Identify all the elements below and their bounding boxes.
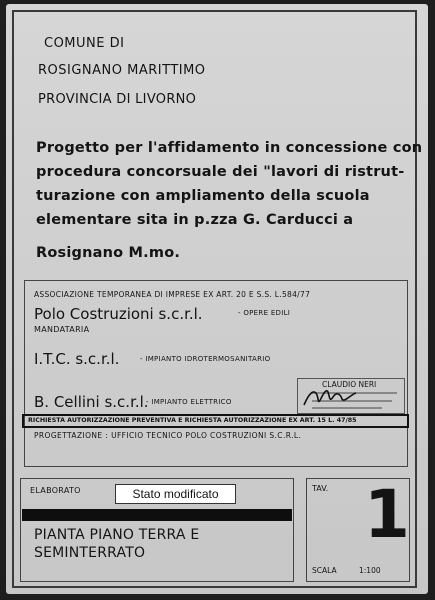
municipality-name: ROSIGNANO MARITTIMO xyxy=(38,63,206,78)
company-role: - IMPIANTO IDROTERMOSANITARIO xyxy=(140,355,271,363)
project-line-1: Progetto per l'affidamento in concessione con xyxy=(36,140,423,156)
company-role: - IMPIANTO ELETTRICO xyxy=(146,398,232,406)
project-line-5: Rosignano M.mo. xyxy=(36,245,181,261)
comune-label: COMUNE DI xyxy=(44,36,125,51)
company-role: - OPERE EDILI xyxy=(238,309,291,317)
project-line-3: turazione con ampliamento della scuola xyxy=(36,188,370,204)
company-name: Polo Costruzioni s.c.r.l. xyxy=(34,305,203,323)
drawing-title-line-1: PIANTA PIANO TERRA E xyxy=(34,527,200,543)
association-heading: ASSOCIAZIONE TEMPORANEA DI IMPRESE EX ART. 20 E S.S. L.584/77 xyxy=(34,290,311,299)
signature-icon xyxy=(300,383,360,413)
black-divider-bar xyxy=(22,509,292,521)
scala-value: 1:100 xyxy=(359,566,381,575)
project-line-4: elementare sita in p.zza G. Carducci a xyxy=(36,212,354,228)
scala-label: SCALA xyxy=(312,566,337,575)
status-label: Stato modificato xyxy=(115,484,236,504)
company-name: I.T.C. s.c.r.l. xyxy=(34,350,120,368)
progettazione-line: PROGETTAZIONE : UFFICIO TECNICO POLO COSTRUZIONI S.C.R.L. xyxy=(34,431,302,440)
sheet-number: 1 xyxy=(364,476,410,553)
authorization-note: RICHIESTA AUTORIZZAZIONE PREVENTIVA E RICHIESTA AUTORIZZAZIONE EX ART. 15 L. 47/85 xyxy=(22,414,409,428)
drawing-title-line-2: SEMINTERRATO xyxy=(34,545,146,561)
elaborato-label: ELABORATO xyxy=(30,486,81,495)
company-name: B. Cellini s.c.r.l. xyxy=(34,393,149,411)
stamp-name: CLAUDIO NERI xyxy=(322,380,377,389)
tav-label: TAV. xyxy=(312,484,329,493)
company-note: MANDATARIA xyxy=(34,325,90,334)
province-name: PROVINCIA DI LIVORNO xyxy=(38,92,197,107)
project-line-2: procedura concorsuale dei "lavori di ristrut- xyxy=(36,164,405,180)
